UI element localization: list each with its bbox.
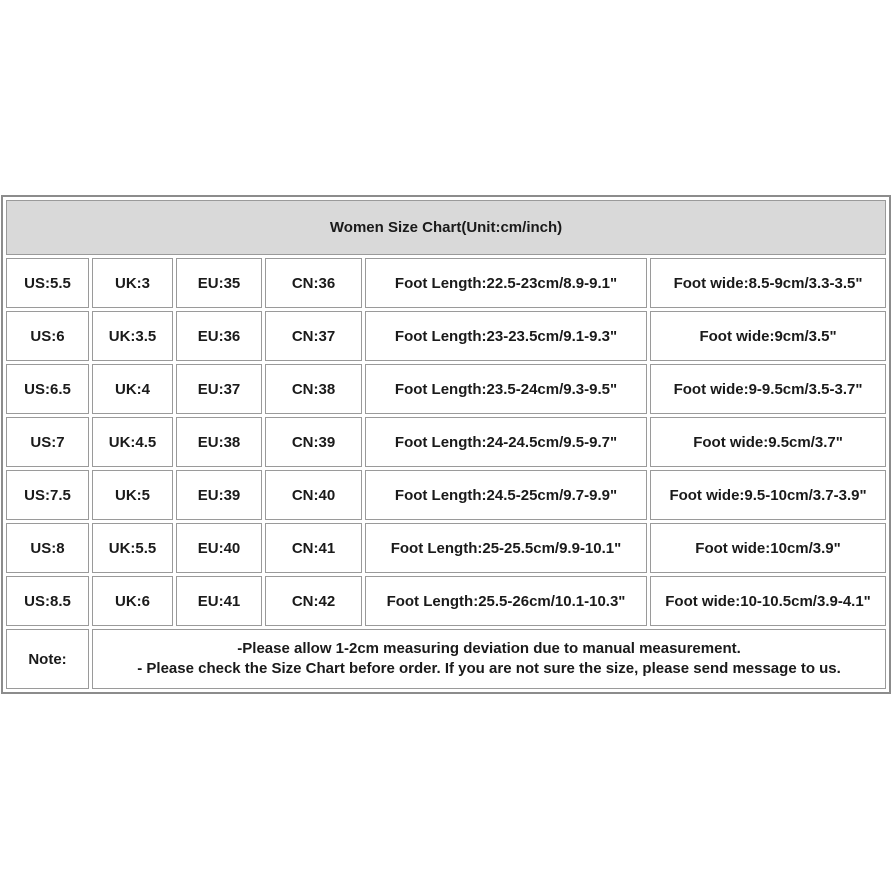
eu-size-cell: EU:37 (176, 364, 262, 414)
uk-size-cell: UK:3.5 (92, 311, 173, 361)
eu-size-cell: EU:40 (176, 523, 262, 573)
table-row (6, 576, 886, 626)
uk-size-cell: UK:5.5 (92, 523, 173, 573)
uk-size-cell: UK:4 (92, 364, 173, 414)
cn-size-cell: CN:38 (265, 364, 362, 414)
table-row (6, 364, 886, 414)
foot-wide-cell: Foot wide:9.5-10cm/3.7-3.9" (650, 470, 886, 520)
us-size-cell: US:5.5 (6, 258, 89, 308)
cn-size-cell: CN:37 (265, 311, 362, 361)
uk-size-cell: UK:6 (92, 576, 173, 626)
table-row (6, 311, 886, 361)
foot-length-cell: Foot Length:22.5-23cm/8.9-9.1" (365, 258, 647, 308)
table-title: Women Size Chart(Unit:cm/inch) (6, 200, 886, 255)
foot-length-cell: Foot Length:23-23.5cm/9.1-9.3" (365, 311, 647, 361)
note-line: -Please allow 1-2cm measuring deviation due to manual measurement. (237, 640, 741, 657)
title-row (6, 200, 886, 255)
cn-size-cell: CN:36 (265, 258, 362, 308)
note-label: Note: (6, 629, 89, 689)
table-row (6, 470, 886, 520)
table-row (6, 523, 886, 573)
note-row (6, 629, 886, 689)
eu-size-cell: EU:38 (176, 417, 262, 467)
us-size-cell: US:8 (6, 523, 89, 573)
foot-wide-cell: Foot wide:10cm/3.9" (650, 523, 886, 573)
uk-size-cell: UK:3 (92, 258, 173, 308)
us-size-cell: US:8.5 (6, 576, 89, 626)
foot-length-cell: Foot Length:24-24.5cm/9.5-9.7" (365, 417, 647, 467)
us-size-cell: US:6 (6, 311, 89, 361)
cn-size-cell: CN:39 (265, 417, 362, 467)
eu-size-cell: EU:41 (176, 576, 262, 626)
uk-size-cell: UK:4.5 (92, 417, 173, 467)
size-chart-table (1, 195, 891, 694)
cn-size-cell: CN:42 (265, 576, 362, 626)
note-line: - Please check the Size Chart before order. If you are not sure the size, please send message to us. (137, 660, 841, 677)
foot-wide-cell: Foot wide:9cm/3.5" (650, 311, 886, 361)
uk-size-cell: UK:5 (92, 470, 173, 520)
foot-wide-cell: Foot wide:9-9.5cm/3.5-3.7" (650, 364, 886, 414)
us-size-cell: US:7.5 (6, 470, 89, 520)
table-row (6, 417, 886, 467)
eu-size-cell: EU:35 (176, 258, 262, 308)
table-row (6, 258, 886, 308)
cn-size-cell: CN:40 (265, 470, 362, 520)
us-size-cell: US:6.5 (6, 364, 89, 414)
foot-length-cell: Foot Length:23.5-24cm/9.3-9.5" (365, 364, 647, 414)
cn-size-cell: CN:41 (265, 523, 362, 573)
foot-wide-cell: Foot wide:10-10.5cm/3.9-4.1" (650, 576, 886, 626)
foot-length-cell: Foot Length:25.5-26cm/10.1-10.3" (365, 576, 647, 626)
foot-wide-cell: Foot wide:8.5-9cm/3.3-3.5" (650, 258, 886, 308)
eu-size-cell: EU:39 (176, 470, 262, 520)
foot-length-cell: Foot Length:25-25.5cm/9.9-10.1" (365, 523, 647, 573)
eu-size-cell: EU:36 (176, 311, 262, 361)
us-size-cell: US:7 (6, 417, 89, 467)
note-text (92, 629, 886, 689)
foot-wide-cell: Foot wide:9.5cm/3.7" (650, 417, 886, 467)
foot-length-cell: Foot Length:24.5-25cm/9.7-9.9" (365, 470, 647, 520)
